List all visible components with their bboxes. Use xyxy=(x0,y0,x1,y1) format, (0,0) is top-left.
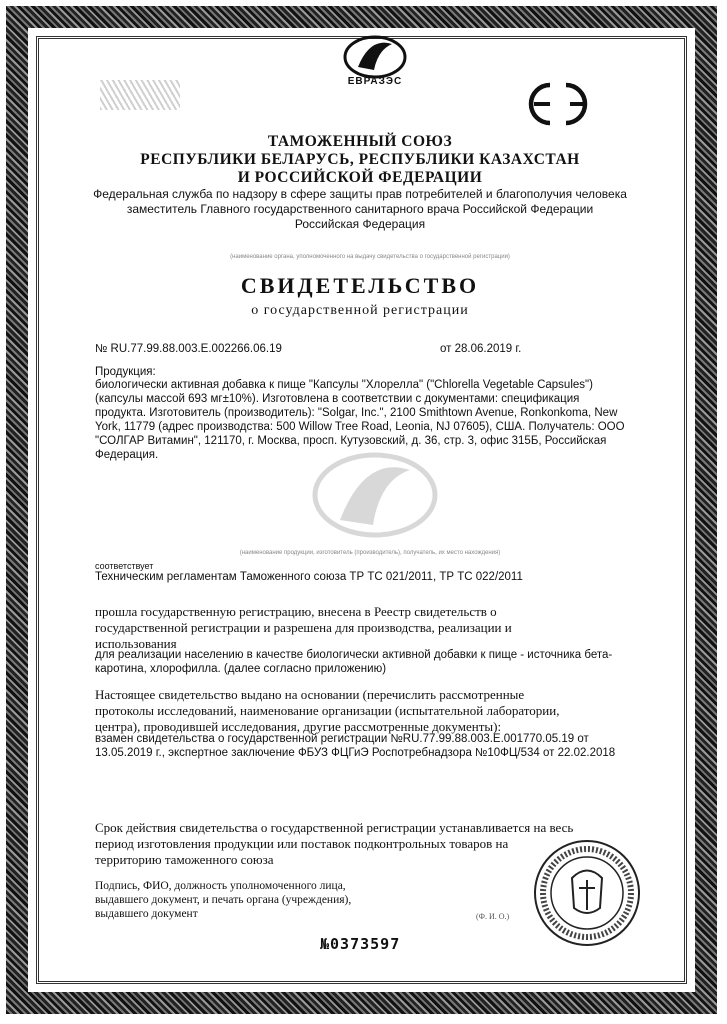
official-seal-icon xyxy=(532,838,642,948)
registration-line-2: государственной регистрации и разрешена для производства, реализации и xyxy=(95,620,512,635)
product-line-2: (капсулы массой 693 мг±10%). Изготовлена в соответствии с документами: спецификация xyxy=(95,393,580,405)
product-line-1: биологически активная добавка к пище "Капсулы "Хлорелла" ("Chlorella Vegetable Capsules") xyxy=(95,379,593,391)
validity-line-3: территорию таможенного союза xyxy=(95,852,274,867)
signature-line-1: Подпись, ФИО, должность уполномоченного лица, xyxy=(95,880,346,892)
se-conformity-mark-icon xyxy=(526,79,592,129)
document-subtitle: о государственной регистрации xyxy=(251,303,469,318)
document-title: СВИДЕТЕЛЬСТВО xyxy=(240,273,480,298)
product-line-3: продукта. Изготовитель (производитель): "Solgar, Inc.", 2100 Smithtown Avenue, Ronkonkoma, New xyxy=(95,407,618,419)
faint-caption-product: (наименование продукции, изготовитель (производитель), получатель, их место нахождения) xyxy=(239,550,501,556)
basis-line-5: 13.05.2019 г., экспертное заключение ФБУЗ ФЦГиЭ Роспотребнадзора №10ФЦ/534 от 22.02.2018 xyxy=(95,747,616,759)
emblem-caption: ЕВРАЗЭС xyxy=(347,76,403,87)
authority-line-1: Федеральная служба по надзору в сфере защиты прав потребителей и благополучия человека xyxy=(93,187,627,201)
certificate-number: № RU.77.99.88.003.Е.002266.06.19 xyxy=(95,343,282,355)
product-line-4: York, 11779 (адрес производства: 500 Willow Tree Road, Leonia, NJ 07605), США. Получатель: ООО xyxy=(95,421,625,433)
registration-line-5: каротина, хлорофилла. (далее согласно приложению) xyxy=(95,663,387,675)
basis-line-4: взамен свидетельства о государственной регистрации №RU.77.99.88.003.Е.001770.05.19 от xyxy=(95,733,589,745)
validity-line-1: Срок действия свидетельства о государственной регистрации устанавливается на весь xyxy=(95,820,574,835)
basis-line-1: Настоящее свидетельство выдано на основании (перечислить рассмотренные xyxy=(95,687,525,702)
signature-line-3: выдавшего документ xyxy=(95,908,198,920)
authority-line-3: Российская Федерация xyxy=(294,217,426,231)
header-line-2: РЕСПУБЛИКИ БЕЛАРУСЬ, РЕСПУБЛИКИ КАЗАХСТАН xyxy=(140,151,580,168)
registration-line-3: использования xyxy=(95,636,177,651)
eurasec-emblem-icon xyxy=(330,32,420,82)
product-line-5: "СОЛГАР Витамин", 121170, г. Москва, просп. Кутузовский, д. 36, стр. 3, офис 315Б, Российская xyxy=(95,435,607,447)
registration-line-4: для реализации населению в качестве биологически активной добавки к пище - источника бета- xyxy=(95,649,613,661)
registration-line-1: прошла государственную регистрацию, внесена в Реестр свидетельств о xyxy=(95,604,497,619)
validity-line-2: период изготовления продукции или поставок подконтрольных товаров на xyxy=(95,836,509,851)
signature-line-2: выдавшего документ, и печать органа (учреждения), xyxy=(95,894,352,906)
basis-line-2: протоколы исследований, наименование организации (испытательной лаборатории, xyxy=(95,703,560,718)
compliance-label: соответствует xyxy=(95,561,154,571)
product-label: Продукция: xyxy=(95,366,156,378)
certificate-date: от 28.06.2019 г. xyxy=(440,343,522,355)
fio-hint: (Ф. И. О.) xyxy=(476,912,510,921)
security-hatch-pattern xyxy=(100,80,180,110)
header-line-3: И РОССИЙСКОЙ ФЕДЕРАЦИИ xyxy=(237,169,483,186)
faint-caption-authority: (наименование органа, уполномоченного на выдачу свидетельства о государственной регистрации) xyxy=(230,254,510,260)
header-line-1: ТАМОЖЕННЫЙ СОЮЗ xyxy=(267,133,453,150)
authority-line-2: заместитель Главного государственного санитарного врача Российской Федерации xyxy=(126,202,594,216)
compliance-text: Техническим регламентам Таможенного союза ТР ТС 021/2011, ТР ТС 022/2011 xyxy=(95,571,523,583)
basis-line-3: центра), проводившей исследования, другие рассмотренные документы): xyxy=(95,719,502,734)
form-number: №0373597 xyxy=(320,935,401,953)
eurasec-watermark-icon xyxy=(285,440,465,560)
product-line-6: Федерация. xyxy=(95,449,159,461)
